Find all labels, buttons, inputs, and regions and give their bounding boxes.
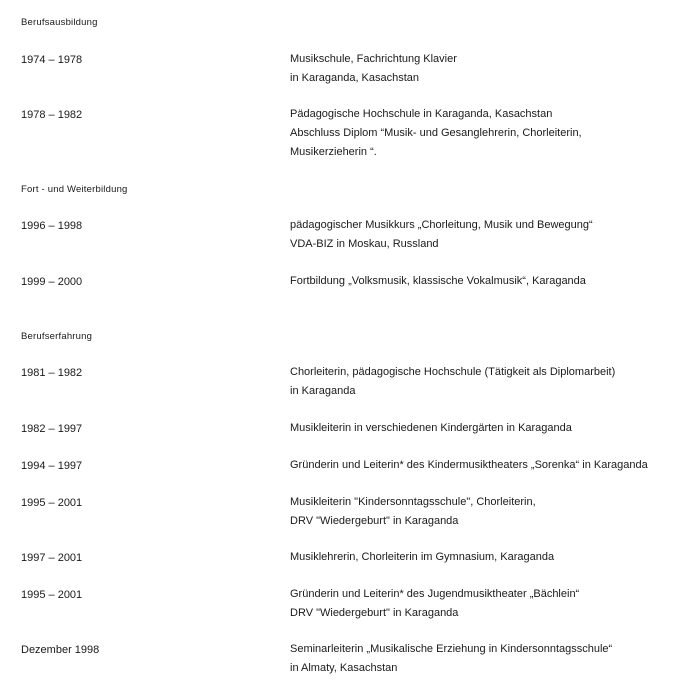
entry-description: Gründerin und Leiterin* des Jugendmusiktheater „Bächlein“ DRV "Wiedergeburt" in Karaganda xyxy=(290,588,580,619)
entry-date: 1981 – 1982 xyxy=(21,367,83,379)
section-heading-weiterbildung: Fort - und Weiterbildung xyxy=(21,184,128,195)
entry-date: 1999 – 2000 xyxy=(21,276,83,288)
entry-date: 1995 – 2001 xyxy=(21,497,83,509)
entry-description: Musiklehrerin, Chorleiterin im Gymnasium, Karaganda xyxy=(290,551,555,563)
entry-date: 1995 – 2001 xyxy=(21,589,83,601)
entry-description: pädagogischer Musikkurs „Chorleitung, Musik und Bewegung“ VDA-BIZ in Moskau, Russland xyxy=(290,219,593,250)
entry-description: Musikleiterin "Kindersonntagsschule", Chorleiterin, DRV "Wiedergeburt" in Karaganda xyxy=(290,496,536,527)
entry-date: 1974 – 1978 xyxy=(21,54,83,66)
entry-date: 1982 – 1997 xyxy=(21,423,83,435)
entry-description: Fortbildung „Volksmusik, klassische Vokalmusik“, Karaganda xyxy=(290,275,586,287)
entry-description: Pädagogische Hochschule in Karaganda, Kasachstan Abschluss Diplom “Musik- und Gesanglehrerin, Chorleiterin, Musikerzieherin “. xyxy=(290,108,582,158)
entry-date: 1996 – 1998 xyxy=(21,220,83,232)
entry-date: 1994 – 1997 xyxy=(21,460,83,472)
entry-date: 1997 – 2001 xyxy=(21,552,83,564)
entry-description: Seminarleiterin „Musikalische Erziehung in Kindersonntagsschule“ in Almaty, Kasachstan xyxy=(290,643,613,674)
entry-description: Chorleiterin, pädagogische Hochschule (Tätigkeit als Diplomarbeit) in Karaganda xyxy=(290,366,616,397)
entry-description: Musikschule, Fachrichtung Klavier in Karaganda, Kasachstan xyxy=(290,53,457,84)
entry-date: 1978 – 1982 xyxy=(21,109,83,121)
entry-date: Dezember 1998 xyxy=(21,644,100,656)
section-heading-berufserfahrung: Berufserfahrung xyxy=(21,331,93,342)
entry-description: Gründerin und Leiterin* des Kindermusiktheaters „Sorenka“ in Karaganda xyxy=(290,459,648,471)
entry-description: Musikleiterin in verschiedenen Kindergärten in Karaganda xyxy=(290,422,572,434)
section-heading-berufsausbildung: Berufsausbildung xyxy=(21,17,98,28)
